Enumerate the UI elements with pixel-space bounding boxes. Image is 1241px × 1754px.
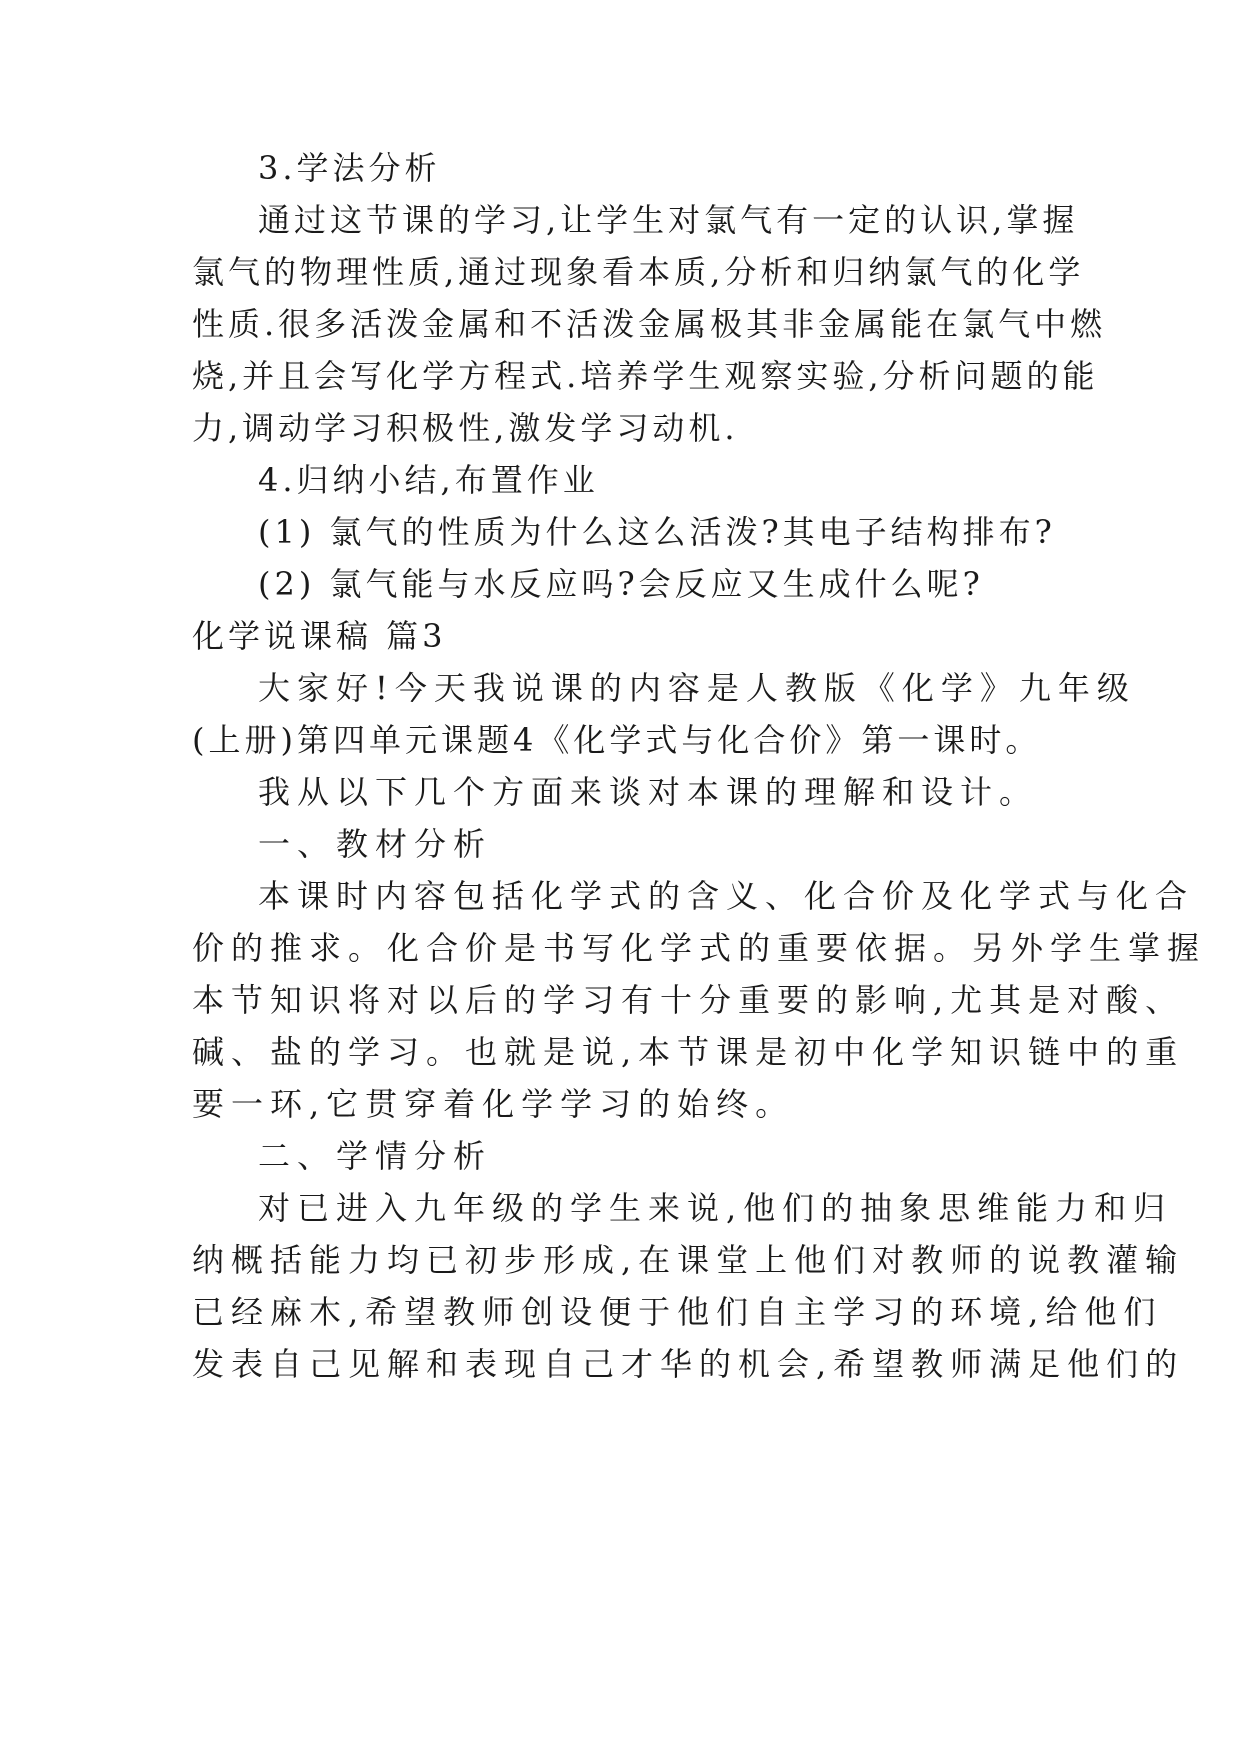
section-heading: 二、学情分析 [258, 1137, 493, 1175]
paragraph-line: 纳概括能力均已初步形成,在课堂上他们对教师的说教灌输 [192, 1241, 1185, 1279]
paragraph-line: 本课时内容包括化学式的含义、化合价及化学式与化合 [258, 877, 1195, 915]
paragraph-line: 烧,并且会写化学方程式.培养学生观察实验,分析问题的能 [192, 357, 1099, 395]
paragraph-line: 通过这节课的学习,让学生对氯气有一定的认识,掌握 [258, 201, 1079, 239]
paragraph-line: 氯气的物理性质,通过现象看本质,分析和归纳氯气的化学 [192, 253, 1085, 291]
section-heading: 一、教材分析 [258, 825, 493, 863]
paragraph-line: 已经麻木,希望教师创设便于他们自主学习的环境,给他们 [192, 1293, 1163, 1331]
paragraph-line: 要一环,它贯穿着化学学习的始终。 [192, 1085, 795, 1123]
paragraph-line: (上册)第四单元课题4《化学式与化合价》第一课时。 [192, 721, 1042, 759]
document-title: 化学说课稿 篇3 [192, 617, 447, 655]
list-item: (1) 氯气的性质为什么这么活泼?其电子结构排布? [258, 513, 1056, 551]
paragraph-line: 大家好!今天我说课的内容是人教版《化学》九年级 [258, 669, 1136, 707]
section-heading: 3.学法分析 [258, 149, 441, 187]
paragraph-line: 价的推求。化合价是书写化学式的重要依据。另外学生掌握 [192, 929, 1207, 967]
paragraph-line: 我从以下几个方面来谈对本课的理解和设计。 [258, 773, 1039, 811]
paragraph-line: 力,调动学习积极性,激发学习动机. [192, 409, 739, 447]
section-heading: 4.归纳小结,布置作业 [258, 461, 599, 499]
paragraph-line: 发表自己见解和表现自己才华的机会,希望教师满足他们的 [192, 1345, 1185, 1383]
paragraph-line: 碱、盐的学习。也就是说,本节课是初中化学知识链中的重 [192, 1033, 1185, 1071]
list-item: (2) 氯气能与水反应吗?会反应又生成什么呢? [258, 565, 984, 603]
paragraph-line: 本节知识将对以后的学习有十分重要的影响,尤其是对酸、 [192, 981, 1185, 1019]
paragraph-line: 对已进入九年级的学生来说,他们的抽象思维能力和归 [258, 1189, 1173, 1227]
paragraph-line: 性质.很多活泼金属和不活泼金属极其非金属能在氯气中燃 [192, 305, 1107, 343]
